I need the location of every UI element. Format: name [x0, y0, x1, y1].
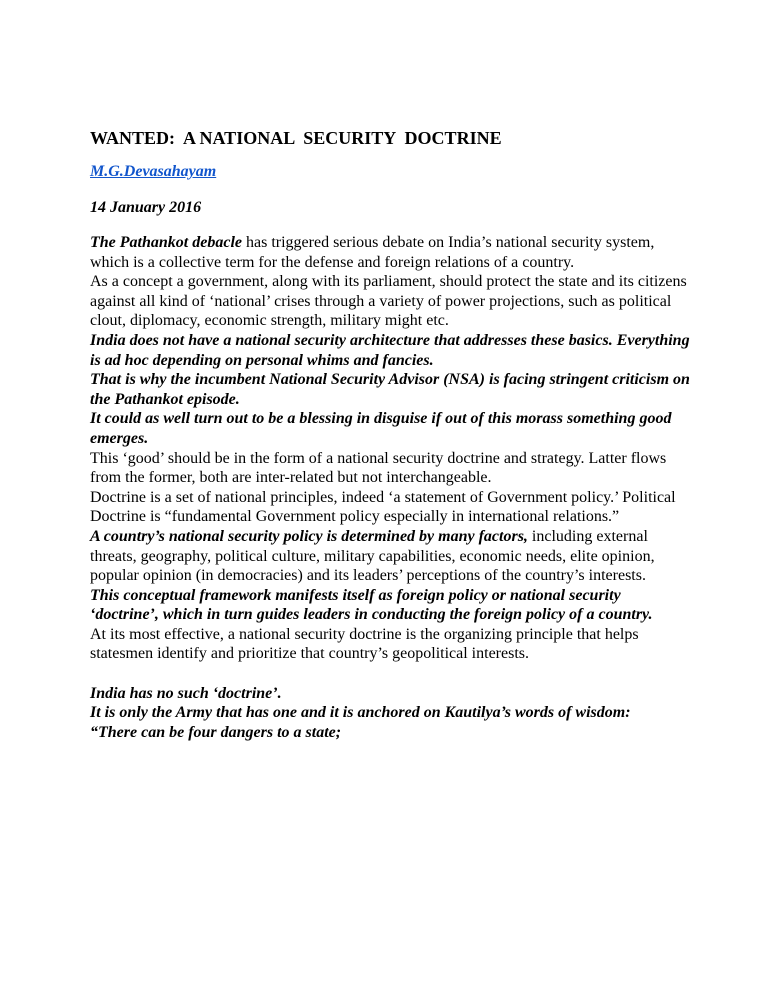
paragraph-spacer: [90, 664, 690, 684]
paragraph: Doctrine is a set of national principles, indeed ‘a statement of Government policy.’ Political Doctrine is “fundamental Government policy especially in international relations.”: [90, 488, 676, 526]
author-link[interactable]: M.G.Devasahayam: [90, 163, 217, 180]
quote-start: “There can be four dangers to a state;: [90, 723, 342, 741]
publication-date: 14 January 2016: [90, 199, 202, 216]
article-body: [90, 233, 690, 742]
document-title: WANTED: A NATIONAL SECURITY DOCTRINE: [90, 128, 502, 148]
paragraph: [90, 233, 690, 272]
paragraph: At its most effective, a national security doctrine is the organizing principle that helps statesmen identify and prioritize that country’s geopolitical interests.: [90, 625, 639, 663]
paragraph-emphasis: India does not have a national security architecture that addresses these basics. Everything is ad hoc depending on personal whims and fancies.: [90, 331, 690, 369]
paragraph-text: including external threats, geography, political culture, military capabilities, economic needs, elite opinion, popular opinion (in democracies) and its leaders’ perceptions of the country’s interests.: [90, 527, 655, 585]
paragraph: This ‘good’ should be in the form of a national security doctrine and strategy. Latter flows from the former, both are inter-related but not interchangeable.: [90, 449, 667, 487]
paragraph-emphasis: That is why the incumbent National Security Advisor (NSA) is facing stringent criticism on the Pathankot episode.: [90, 371, 690, 408]
paragraph-emphasis: It is only the Army that has one and it is anchored on Kautilya’s words of wisdom:: [90, 704, 631, 722]
paragraph-text: has triggered serious debate on India’s national security system, which is a collective term for the defense and foreign relations of a country.: [90, 234, 655, 271]
paragraph-emphasis: India has no such ‘doctrine’.: [90, 684, 282, 702]
paragraph-emphasis: This conceptual framework manifests itself as foreign policy or national security ‘doctrine’, which in turn guides leaders in conducting the foreign policy of a country.: [90, 586, 653, 624]
emphasis-text: The Pathankot debacle: [90, 234, 242, 251]
paragraph: [90, 527, 690, 586]
paragraph: As a concept a government, along with its parliament, should protect the state and its citizens against all kind of ‘national’ crises through a variety of power projections, such as political clout, diplomacy, economic strength, military might etc.: [90, 273, 687, 330]
paragraph-emphasis: It could as well turn out to be a blessing in disguise if out of this morass something good emerges.: [90, 410, 672, 447]
document-page: [90, 127, 690, 742]
emphasis-text: A country’s national security policy is determined by many factors,: [90, 527, 528, 545]
